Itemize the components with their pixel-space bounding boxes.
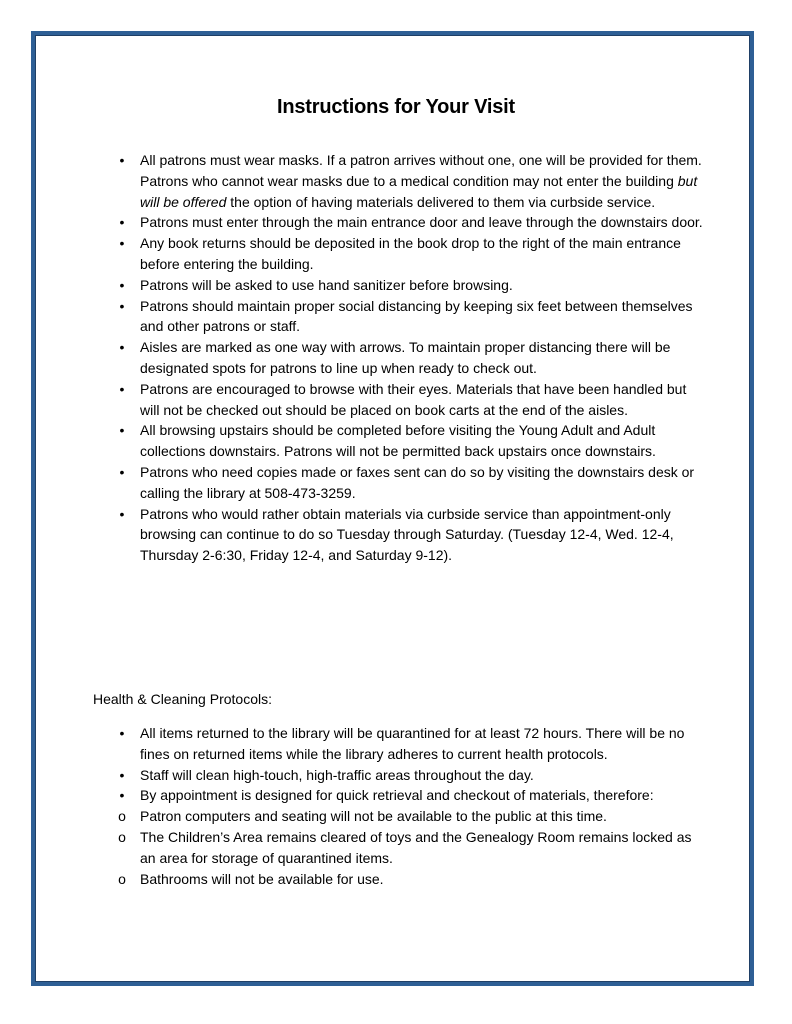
- list-item: [118, 827, 708, 869]
- list-item: [118, 150, 708, 212]
- list-item: [118, 504, 708, 566]
- circle-bullet-icon: o: [118, 808, 126, 825]
- list-item: [118, 337, 708, 379]
- bullet-icon: •: [119, 463, 125, 480]
- visit-instructions-list: [118, 150, 708, 566]
- list-item: [118, 723, 708, 765]
- item-text: Patrons are encouraged to browse with their eyes. Materials that have been handled but will not be checked out should be placed on book carts at the end of the aisles.: [140, 380, 687, 418]
- item-text: All patrons must wear masks. If a patron arrives without one, one will be provided for them. Patrons who cannot wear masks due to a medical condition may not enter the building: [140, 152, 702, 189]
- item-text: The Children’s Area remains cleared of toys and the Genealogy Room remains locked as an area for storage of quarantined items.: [140, 828, 692, 866]
- item-emphasis: but will be offered: [140, 172, 698, 210]
- bullet-icon: •: [119, 152, 125, 168]
- item-text: Any book returns should be deposited in the book drop to the right of the main entrance before entering the building.: [140, 235, 681, 272]
- list-item: [118, 765, 708, 786]
- bullet-icon: •: [119, 297, 125, 314]
- bullet-icon: •: [119, 380, 125, 397]
- bullet-icon: •: [119, 235, 125, 252]
- item-text: By appointment is designed for quick retrieval and checkout of materials, therefore:: [140, 787, 654, 804]
- list-item: [118, 212, 708, 233]
- item-text: Patrons will be asked to use hand sanitizer before browsing.: [140, 276, 513, 293]
- health-protocols-list: [118, 723, 708, 889]
- item-text: Patron computers and seating will not be available to the public at this time.: [140, 808, 607, 825]
- bullet-icon: •: [119, 725, 125, 741]
- bullet-icon: •: [119, 276, 125, 293]
- bullet-icon: •: [119, 505, 125, 522]
- page-title: Instructions for Your Visit: [277, 96, 515, 118]
- item-text: Aisles are marked as one way with arrows. To maintain proper distancing there will be designated spots for patrons to line up when ready to check out.: [140, 339, 671, 376]
- list-item: [118, 379, 708, 421]
- health-section-heading: Health & Cleaning Protocols:: [93, 691, 272, 707]
- bullet-icon: •: [119, 339, 125, 356]
- item-text: Patrons who would rather obtain materials via curbside service than appointment-only browsing can continue to do so Tuesday through Saturday. (Tuesday 12-4, Wed. 12-4, Thursday 2-6:30, Friday 12-4, and Saturday 9-12).: [140, 505, 674, 564]
- circle-bullet-icon: o: [118, 828, 126, 845]
- item-text: Patrons should maintain proper social distancing by keeping six feet between themselves and other patrons or staff.: [140, 297, 693, 335]
- list-item: [118, 233, 708, 275]
- item-text: Patrons must enter through the main entrance door and leave through the downstairs door.: [140, 214, 703, 231]
- bullet-icon: •: [119, 214, 125, 231]
- item-text: the option of having materials delivered to them via curbside service.: [226, 193, 656, 210]
- item-text: All browsing upstairs should be completed before visiting the Young Adult and Adult collections downstairs. Patrons will not be permitted back upstairs once downstairs.: [140, 422, 656, 460]
- list-item: [118, 869, 708, 890]
- list-item: [118, 785, 708, 806]
- list-item: [118, 296, 708, 338]
- bullet-icon: •: [119, 422, 125, 439]
- bullet-icon: •: [119, 766, 125, 783]
- list-item: [118, 806, 708, 827]
- item-text: All items returned to the library will be quarantined for at least 72 hours. There will be no fines on returned items while the library adheres to current health protocols.: [140, 725, 685, 762]
- list-item: [118, 462, 708, 504]
- item-text: Patrons who need copies made or faxes sent can do so by visiting the downstairs desk or calling the library at 508-473-3259.: [140, 463, 695, 501]
- item-text: Bathrooms will not be available for use.: [140, 870, 384, 887]
- list-item: [118, 420, 708, 462]
- bullet-icon: •: [119, 787, 125, 804]
- item-text: Staff will clean high-touch, high-traffic areas throughout the day.: [140, 766, 534, 783]
- circle-bullet-icon: o: [118, 870, 126, 887]
- list-item: [118, 275, 708, 296]
